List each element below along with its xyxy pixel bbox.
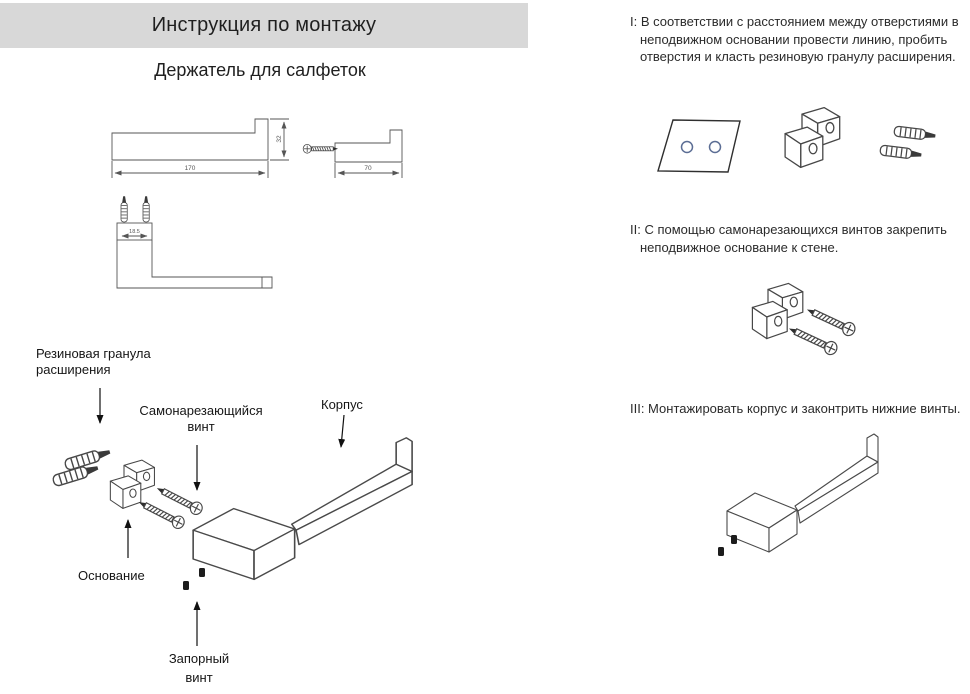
dim-length-label: 170 [184, 165, 196, 172]
screw-illustration [786, 323, 839, 357]
body-illustration [193, 438, 412, 580]
dim-depth-label: 70 [364, 165, 372, 172]
dim-hole-spacing-label: 18.5 [129, 229, 140, 235]
anchor-label: Резиновая гранула расширения [36, 346, 151, 377]
lock-screw-label: Запорный винт [168, 651, 230, 685]
anchor-illustration [880, 145, 922, 160]
wall-plate-illustration [658, 120, 740, 172]
body-label: Корпус [321, 397, 363, 412]
body-illustration [727, 434, 878, 552]
step-1-illustration [630, 95, 970, 210]
technical-drawing [0, 100, 620, 310]
front-view [112, 119, 289, 178]
base-illustration [110, 460, 154, 508]
lock-screw-illustration [183, 581, 189, 590]
product-subtitle: Держатель для салфеток [154, 60, 366, 80]
installation-step-1-text: I: В соответствии с расстоянием между отверстиями в неподвижном основании провести линию, пробить отверстия и класть резиновую гранулу расширения. [630, 14, 959, 64]
anchor-illustration [894, 126, 936, 141]
lock-screw-illustration [718, 547, 724, 556]
exploded-view [0, 330, 620, 694]
page-title: Инструкция по монтажу [151, 14, 377, 36]
screw-label: Самонарезающийся винт [139, 403, 263, 434]
screw-illustration [804, 304, 857, 338]
lock-screw-illustration [199, 568, 205, 577]
side-view-screw-icon [303, 144, 338, 153]
anchor-illustration [64, 446, 111, 470]
top-view-anchor-icon [121, 196, 127, 222]
step-3-illustration [630, 425, 970, 595]
step-2-illustration [630, 275, 970, 385]
top-view [117, 196, 272, 288]
base-illustration [785, 108, 840, 168]
body-leader-arrow [341, 415, 344, 447]
base-label: Основание [78, 568, 145, 583]
lock-screw-illustration [731, 535, 737, 544]
installation-step-3-text: III: Монтажировать корпус и законтрить нижние винты. [630, 401, 961, 416]
dim-height-label: 32 [276, 135, 283, 143]
installation-step-2-text: II: С помощью самонарезающихся винтов закрепить неподвижное основание к стене. [630, 222, 947, 255]
title-bar [0, 3, 528, 48]
top-view-anchor-icon [143, 196, 149, 222]
